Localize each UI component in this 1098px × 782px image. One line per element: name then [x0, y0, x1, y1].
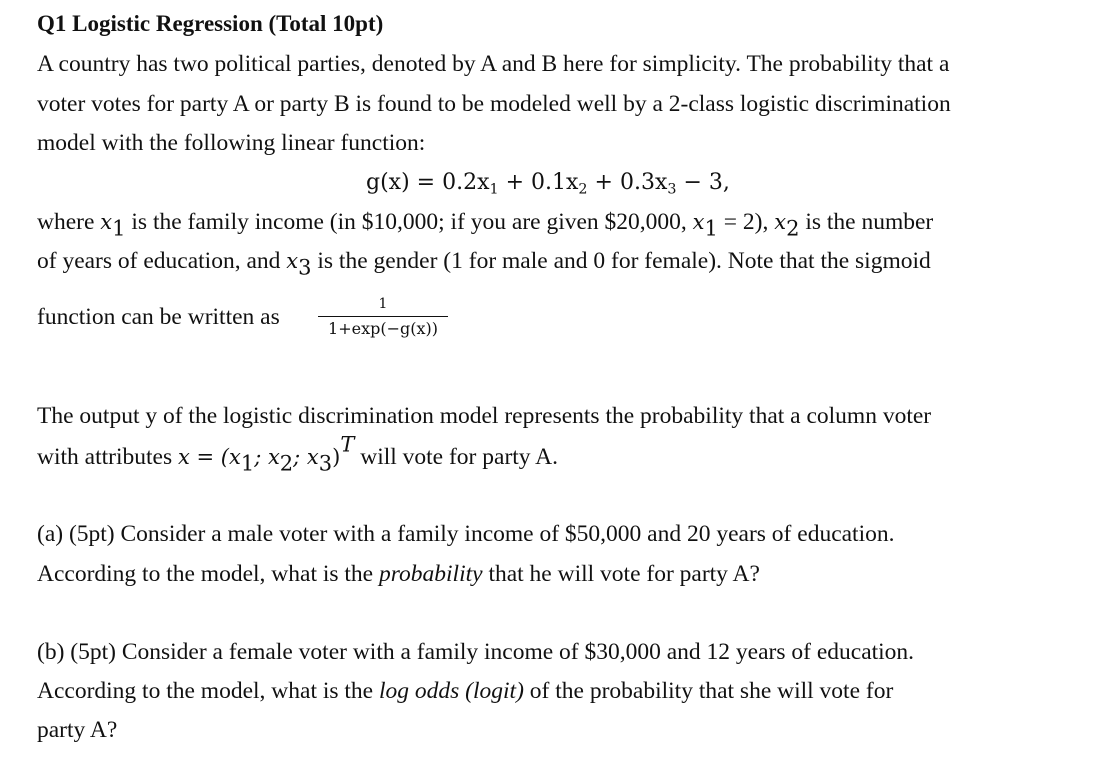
eq-sub-3: 3	[667, 181, 677, 198]
output-line-1: The output y of the logistic discrimination model represents the probability that a column voter	[37, 403, 932, 429]
intro-line-3: model with the following linear function:	[37, 130, 426, 156]
where-text-c: = 2),	[717, 209, 775, 235]
where-line-3: function can be written as	[37, 304, 280, 330]
intro-line-1: A country has two political parties, denoted by A and B here for simplicity. The probability that a	[37, 51, 950, 77]
sigmoid-fraction	[318, 294, 448, 341]
eq-term-2: + 0.1x	[498, 170, 579, 195]
sigmoid-numerator: 1	[318, 294, 448, 317]
part-b-text-b: of the probability that she will vote for	[523, 678, 894, 704]
part-b-line-2	[37, 676, 893, 706]
vector-close: )	[332, 445, 341, 469]
part-a-emphasis: probability	[378, 561, 483, 587]
where-text-b: is the family income (in $10,000; if you are given $20,000,	[125, 209, 693, 235]
intro-line-2: voter votes for party A or party B is found to be modeled well by a 2-class logistic discrimination	[37, 91, 951, 117]
linear-function-equation	[366, 168, 730, 198]
part-b-emphasis: log odds (logit)	[378, 678, 524, 704]
where-text-a: where	[37, 209, 101, 235]
part-a-text-b: that he will vote for party A?	[482, 561, 760, 587]
vector-transpose: T	[340, 432, 355, 457]
part-b-line-3: party A?	[37, 717, 118, 743]
vector-sub-1: 1	[240, 451, 255, 476]
part-b-text-a: According to the model, what is the	[37, 678, 379, 704]
where-text-e: of years of education, and	[37, 248, 287, 274]
where-text-f: is the gender (1 for male and 0 for female). Note that the sigmoid	[311, 248, 931, 274]
x3-sub: 3	[298, 255, 312, 280]
eq-tail: − 3,	[676, 170, 730, 195]
x2-sub: 2	[786, 216, 800, 241]
where-line-1	[37, 207, 934, 241]
part-a-text-a: According to the model, what is the	[37, 561, 379, 587]
vector-sub-2: 2	[279, 451, 294, 476]
x2-symbol: x	[774, 210, 787, 234]
vector-open: x = (x	[177, 445, 241, 469]
eq-lhs: g(x) = 0.2x	[366, 170, 490, 195]
x1-sub: 1	[112, 216, 126, 241]
sigmoid-denominator: 1+exp(−g(x))	[328, 319, 438, 338]
question-title: Q1 Logistic Regression (Total 10pt)	[37, 11, 384, 36]
part-a-line-2	[37, 559, 760, 589]
output-line-2	[37, 432, 558, 476]
x1-symbol: x	[100, 210, 113, 234]
vector-mid-2: ; x	[293, 445, 319, 469]
where-line-2	[37, 246, 931, 280]
output-text-a: with attributes	[37, 444, 178, 470]
part-a-line-1: (a) (5pt) Consider a male voter with a family income of $50,000 and 20 years of education.	[37, 521, 895, 547]
output-text-b: will vote for party A.	[354, 444, 558, 470]
vector-mid-1: ; x	[254, 445, 280, 469]
eq-sub-2: 2	[578, 181, 588, 198]
x1b-symbol: x	[692, 210, 705, 234]
part-b-line-1: (b) (5pt) Consider a female voter with a family income of $30,000 and 12 years of education.	[37, 639, 915, 665]
x1b-sub: 1	[704, 216, 718, 241]
where-text-d: is the number	[799, 209, 934, 235]
eq-term-3: + 0.3x	[587, 170, 668, 195]
x3-symbol: x	[286, 249, 299, 273]
eq-sub-1: 1	[489, 181, 499, 198]
vector-sub-3: 3	[318, 451, 333, 476]
